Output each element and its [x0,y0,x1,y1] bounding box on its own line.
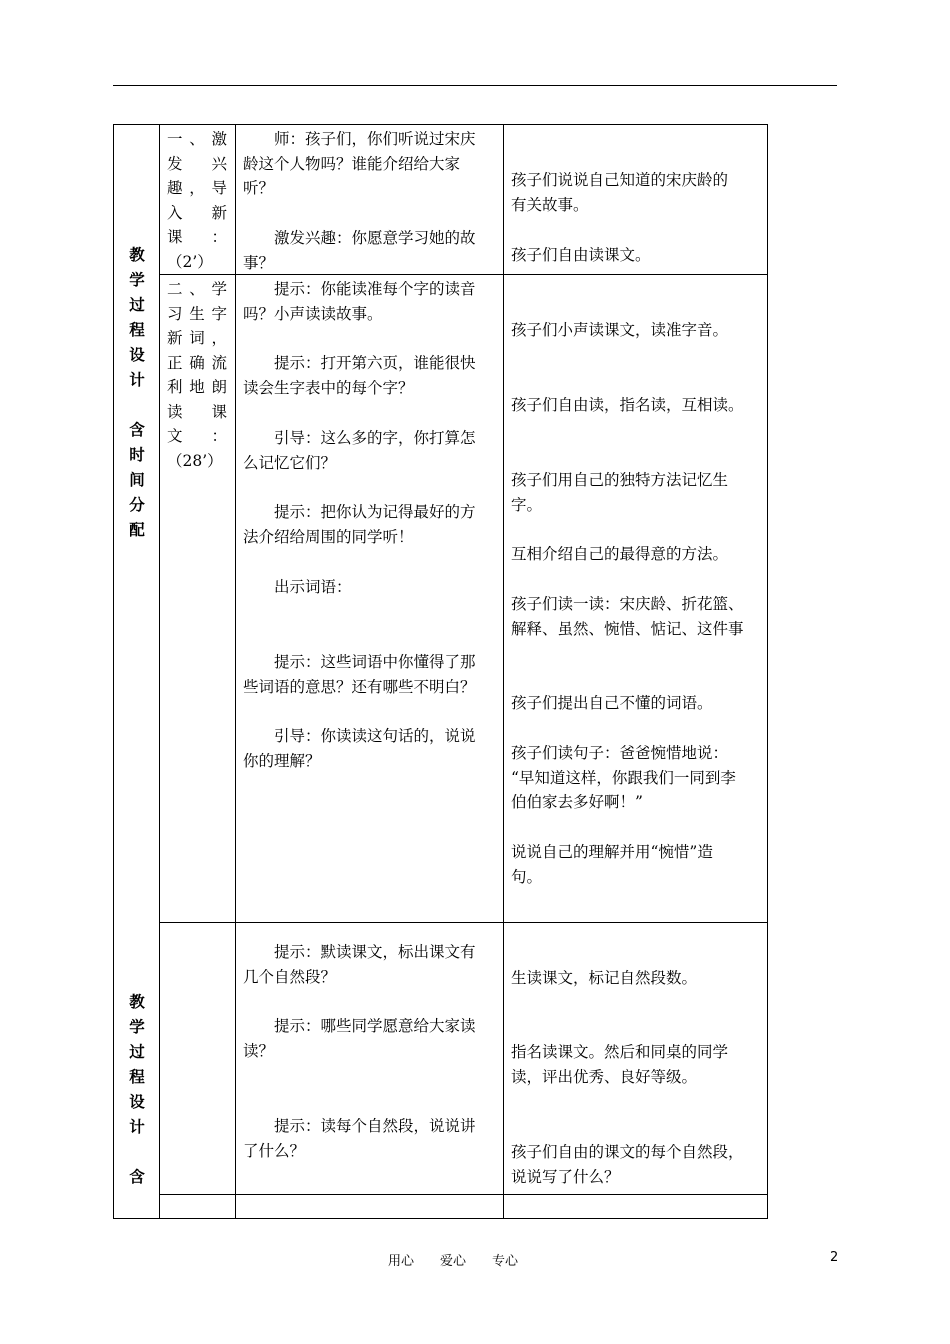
teacher-activity: 激发兴趣：你愿意学习她的故 事？ [243,229,476,272]
student-activity: 孩子们读句子：爸爸惋惜地说： “早知道这样，你跟我们一同到李 伯伯家去多好啊！” [511,744,736,811]
row-divider [159,922,767,923]
student-activity: 指名读课文。然后和同桌的同学 读，评出优秀、良好等级。 [511,1043,729,1086]
student-activity: 孩子们自由读课文。 [511,246,651,264]
teacher-activity: 提示：把你认为记得最好的方 法介绍给周围的同学听！ [243,503,476,546]
teacher-activity: 师：孩子们，你们听说过宋庆 龄这个人物吗？谁能介绍给大家 听？ [243,130,476,197]
teacher-activity: 提示：默读课文，标出课文有 几个自然段？ [243,943,476,986]
side-label-top: 教 学 过 程 设 计 含 时 间 分 配 [129,245,145,539]
student-activity: 孩子们说说自己知道的宋庆龄的 有关故事。 [511,171,729,214]
teacher-activity: 出示词语： [243,578,352,596]
teacher-activity: 引导：你读读这句话的，说说 你的理解？ [243,727,476,770]
student-activity: 孩子们小声读课文，读准字音。 [511,321,729,339]
column-divider [503,125,504,1218]
row-divider [159,1194,767,1195]
teacher-activity: 提示：哪些同学愿意给大家读 读？ [243,1017,476,1060]
stage-1-label: 一、激 发 兴 趣，导 入 新 课 ： （2’） [167,130,227,271]
student-activity: 孩子们用自己的独特方法记忆生 字。 [511,471,729,514]
student-activity: 孩子们自由读，指名读，互相读。 [511,396,744,414]
footer-motto: 用心 爱心 专心 [388,1254,519,1269]
student-activity: 生读课文，标记自然段数。 [511,969,698,987]
teacher-activity: 提示：打开第六页，谁能很快 读会生字表中的每个字？ [243,354,476,397]
teacher-activity: 引导：这么多的字，你打算怎 么记忆它们？ [243,429,476,472]
student-activity: 孩子们提出自己不懂的词语。 [511,694,713,712]
header-rule [113,85,837,86]
stage-2-label: 二、学 习生字 新词， 正确流 利地朗 读 课 文 ： （28’） [167,280,227,470]
teacher-activity: 提示：读每个自然段，说说讲 了什么？ [243,1117,476,1160]
student-activity: 说说自己的理解并用“惋惜”造 句。 [511,843,713,886]
column-divider [235,125,236,1218]
teacher-activity: 提示：这些词语中你懂得了那 些词语的意思？还有哪些不明白？ [243,653,476,696]
student-activity: 孩子们读一读：宋庆龄、折花篮、 解释、虽然、惋惜、惦记、这件事 [511,595,744,638]
student-activity: 孩子们自由的课文的每个自然段， 说说写了什么？ [511,1143,744,1186]
teacher-activity: 提示：你能读准每个字的读音 吗？小声读读故事。 [243,280,476,323]
student-activity: 互相介绍自己的最得意的方法。 [511,545,729,563]
lesson-plan-table [113,124,768,1219]
page-number: 2 [830,1250,839,1265]
side-label-bottom: 教 学 过 程 设 计 含 [129,992,145,1186]
